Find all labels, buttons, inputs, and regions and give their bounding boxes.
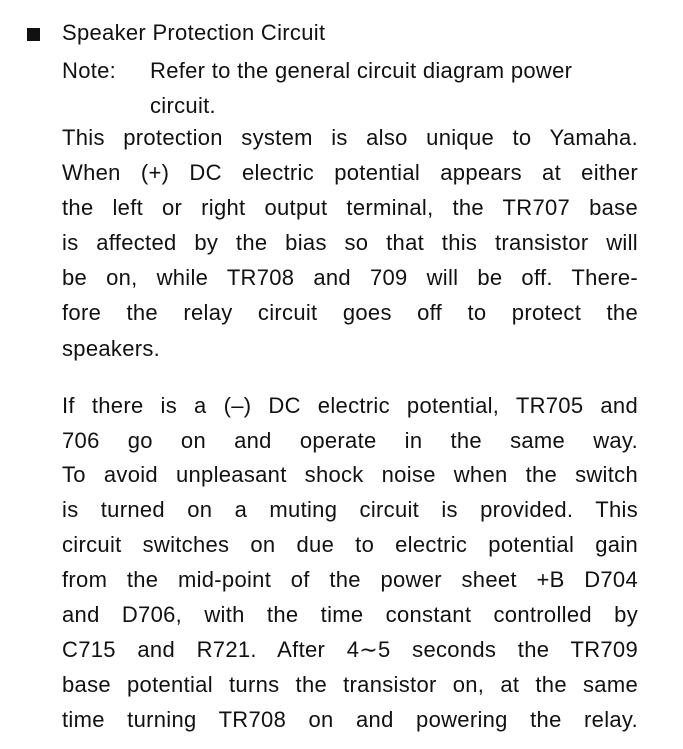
paragraph-1-line-4: is affected by the bias so that this transistor will (62, 230, 638, 255)
paragraph-2-line-3: To avoid unpleasant shock noise when the switch (62, 462, 638, 487)
section-title: Speaker Protection Circuit (62, 20, 326, 45)
note-label: Note: (62, 58, 117, 83)
paragraph-2-line-10: time turning TR708 on and powering the relay. (62, 707, 638, 732)
note-text-line-2: circuit. (150, 93, 216, 118)
paragraph-2-line-4: is turned on a muting circuit is provided. This (62, 497, 638, 522)
paragraph-1-line-1: This protection system is also unique to Yamaha. (62, 125, 638, 150)
paragraph-1-line-3: the left or right output terminal, the TR707 base (62, 195, 638, 220)
paragraph-2-line-9: base potential turns the transistor on, at the same (62, 672, 638, 697)
paragraph-2-line-2: 706 go on and operate in the same way. (62, 428, 638, 453)
paragraph-2-line-7: and D706, with the time constant controlled by (62, 602, 638, 627)
paragraph-1-line-6: fore the relay circuit goes off to protect the (62, 300, 638, 325)
paragraph-2-line-6: from the mid-point of the power sheet +B D704 (62, 567, 638, 592)
paragraph-2-line-5: circuit switches on due to electric potential gain (62, 532, 638, 557)
paragraph-1-line-2: When (+) DC electric potential appears at either (62, 160, 638, 185)
paragraph-2-line-8: C715 and R721. After 4∼5 seconds the TR709 (62, 637, 638, 662)
note-text-line-1: Refer to the general circuit diagram power (150, 58, 573, 83)
paragraph-1-line-7: speakers. (62, 336, 161, 361)
paragraph-2-line-1: If there is a (–) DC electric potential, TR705 and (62, 393, 638, 418)
paragraph-1-line-5: be on, while TR708 and 709 will be off. There- (62, 265, 638, 290)
bullet-square-icon (27, 28, 40, 41)
